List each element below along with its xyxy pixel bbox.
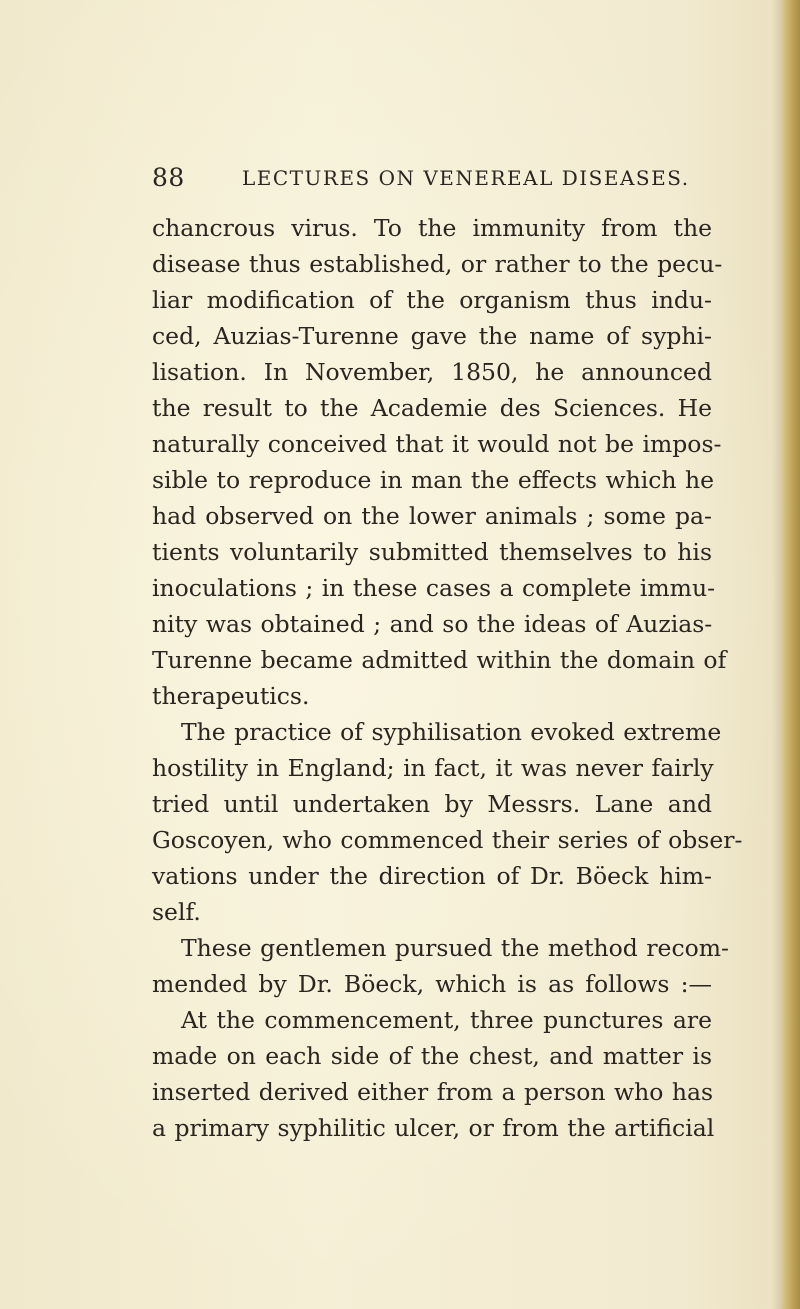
page-header bbox=[152, 158, 712, 198]
text-line: mended by Dr. Böeck, which is as follows :— bbox=[152, 970, 712, 998]
text-line: tried until undertaken by Messrs. Lane and bbox=[152, 790, 712, 818]
text-line: made on each side of the chest, and matter is bbox=[152, 1042, 712, 1070]
text-line: liar modification of the organism thus indu- bbox=[152, 286, 712, 314]
text-line: Goscoyen, who commenced their series of obser- bbox=[152, 826, 743, 854]
text-line: vations under the direction of Dr. Böeck him- bbox=[152, 862, 712, 890]
text-line: naturally conceived that it would not be impos- bbox=[152, 430, 722, 458]
text-line: These gentlemen pursued the method recom- bbox=[181, 934, 729, 962]
text-line: the result to the Academie des Sciences. He bbox=[152, 394, 712, 422]
text-line: ced, Auzias-Turenne gave the name of syphi- bbox=[152, 322, 712, 350]
text-line: chancrous virus. To the immunity from the bbox=[152, 214, 712, 242]
text-line: The practice of syphilisation evoked extreme bbox=[181, 718, 722, 746]
text-line: had observed on the lower animals ; some pa- bbox=[152, 502, 712, 530]
body-text bbox=[152, 210, 743, 1146]
text-line: At the commencement, three punctures are bbox=[181, 1006, 712, 1034]
page-edge bbox=[782, 0, 800, 1309]
text-line: Turenne became admitted within the domain of bbox=[152, 646, 727, 674]
text-line: self. bbox=[152, 898, 201, 926]
text-line: tients voluntarily submitted themselves to his bbox=[152, 538, 712, 566]
text-line: disease thus established, or rather to the pecu- bbox=[152, 250, 723, 278]
text-line: inoculations ; in these cases a complete immu- bbox=[152, 574, 716, 602]
page-gutter-shadow bbox=[772, 0, 782, 1309]
page-number: 88 bbox=[152, 163, 185, 192]
running-title: LECTURES ON VENEREAL DISEASES. bbox=[242, 166, 690, 190]
text-line: nity was obtained ; and so the ideas of Auzias- bbox=[152, 610, 713, 638]
text-line: therapeutics. bbox=[152, 682, 310, 710]
text-line: a primary syphilitic ulcer, or from the artificial bbox=[152, 1114, 715, 1142]
text-line: hostility in England; in fact, it was never fairly bbox=[152, 754, 714, 782]
text-line: sible to reproduce in man the effects which he bbox=[152, 466, 715, 494]
text-line: inserted derived either from a person who has bbox=[152, 1078, 714, 1106]
text-line: lisation. In November, 1850, he announced bbox=[152, 358, 712, 386]
